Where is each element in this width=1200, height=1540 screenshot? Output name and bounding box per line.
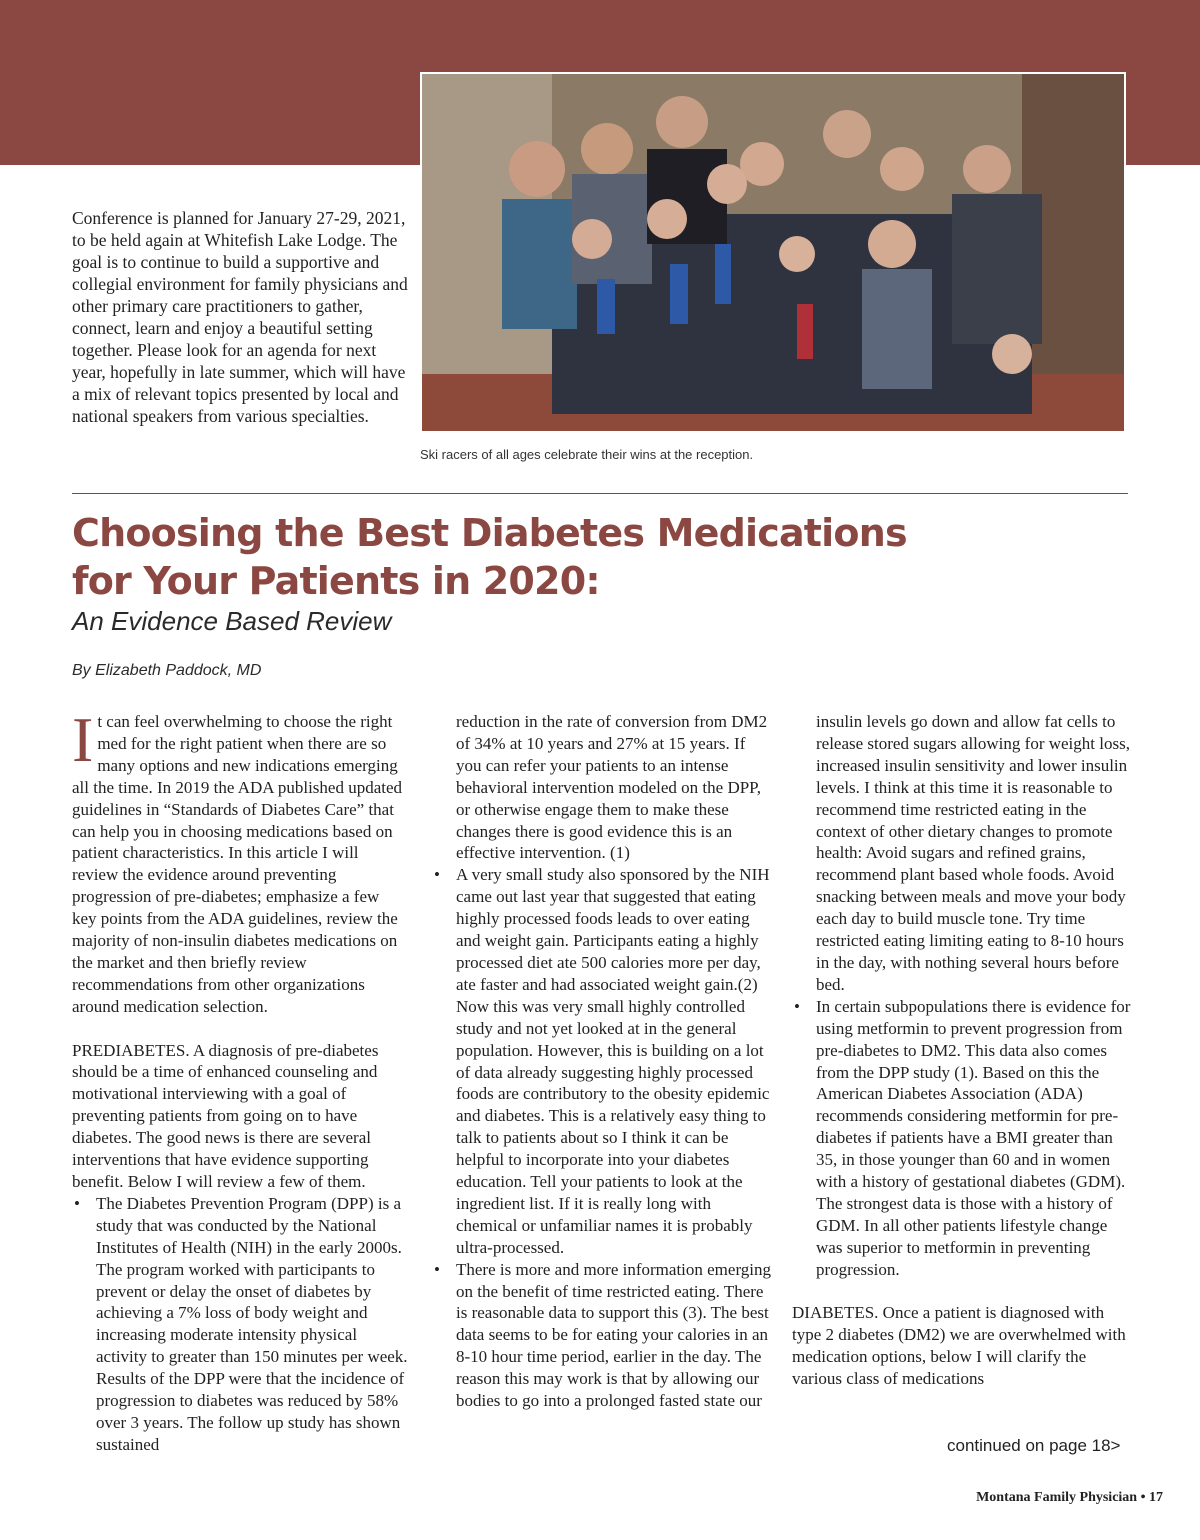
paragraph-diabetes: DIABETES. Once a patient is diagnosed with type 2 diabetes (DM2) we are overwhelmed with medication options, below I will clarify the various class of medications bbox=[792, 1303, 1126, 1389]
drop-cap: I bbox=[72, 704, 94, 775]
footer-separator: • bbox=[1140, 1490, 1146, 1505]
page-number: 17 bbox=[1149, 1490, 1163, 1505]
bullet-list bbox=[792, 996, 1132, 1281]
intro-paragraph: Conference is planned for January 27-29, 2021, to be held again at Whitefish Lake Lodge. The goal is to continue to build a supportive and collegial environment for family physicians and other primary care practitioners to gather, connect, learn and enjoy a beautiful setting together. Please look for an agenda for next year, hopefully in late summer, which will have a mix of relevant topics presented by local and national speakers from various specialties. bbox=[72, 208, 408, 426]
reception-photo bbox=[420, 72, 1126, 433]
article-subtitle: An Evidence Based Review bbox=[72, 606, 392, 636]
continued-link[interactable]: continued on page 18> bbox=[947, 1436, 1121, 1455]
paragraph-intro-text: t can feel overwhelming to choose the right med for the right patient when there are so many options and new indications emerging all the time. In 2019 the ADA published updated guidelines in “Standards of Diabetes Care” that can help you in choosing medications based on patient characteristics. In this article I will review the evidence around preventing progression of pre-diabetes; emphasize a few key points from the ADA guidelines, review the majority of non-insulin diabetes medications on the market and then briefly review recommendations from other organizations around medication selection. bbox=[72, 712, 403, 1016]
photo-caption: Ski racers of all ages celebrate their wins at the reception. bbox=[420, 447, 754, 462]
article-byline: By Elizabeth Paddock, MD bbox=[72, 662, 262, 679]
bullet-list bbox=[72, 1193, 408, 1456]
bullet-metformin: • In certain subpopulations there is evidence for using metformin to prevent progression from pre-diabetes to DM2. This data also comes from the DPP study (1). Based on this the American Diabetes Association (ADA) recommends considering metformin for pre-diabetes if patients have a BMI greater than 35, in those younger than 60 and in women with a history of gestational diabetes (GDM). The strongest data is those with a history of GDM. In all other patients lifestyle change was superior to metformin in preventing progression. bbox=[792, 996, 1132, 1281]
section-divider bbox=[72, 493, 1128, 494]
page-footer bbox=[976, 1490, 1163, 1506]
bullet-dpp: • The Diabetes Prevention Program (DPP) is a study that was conducted by the National Institutes of Health (NIH) in the early 2000s. The program worked with participants to prevent or delay the onset of diabetes by achieving a 7% loss of body weight and increasing moderate intensity physical activity to greater than 150 minutes per week. Results of the DPP were that the incidence of progression to diabetes was reduced by 58% over 3 years. The follow up study has shown sustained bbox=[72, 1193, 408, 1456]
bullet-list bbox=[432, 864, 772, 1412]
bullet-processed-foods: • A very small study also sponsored by the NIH came out last year that suggested that eating highly processed foods leads to over eating and weight gain. Participants eating a highly processed diet ate 500 calories more per day, ate faster and had associated weight gain.(2) Now this was very small highly controlled study and not yet looked at in the general population. However, this is building on a lot of data already suggesting highly processed foods are contributory to the obesity epidemic and diabetes. This is a relatively easy thing to talk to patients about so I think it can be helpful to incorporate into your diabetes education. Tell your patients to look at the ingredient list. If it is really long with chemical or unfamiliar names it is probably ultra-processed. bbox=[432, 864, 772, 1258]
article-title bbox=[72, 509, 1128, 605]
article-column-3 bbox=[792, 711, 1132, 1390]
publication-name: Montana Family Physician bbox=[976, 1490, 1138, 1505]
article-title-line-2: for Your Patients in 2020: bbox=[72, 559, 600, 603]
paragraph-dpp-continued: reduction in the rate of conversion from DM2 of 34% at 10 years and 27% at 15 years. If you can refer your patients to an intense behavioral intervention modeled on the DPP, or otherwise engage them to make these changes there is good evidence this is an effective intervention. (1) bbox=[456, 712, 768, 863]
photo-image bbox=[422, 74, 1124, 431]
paragraph-prediabetes: PREDIABETES. A diagnosis of pre-diabetes should be a time of enhanced counseling and motivational interviewing with a goal of preventing patients from going on to have diabetes. The good news is there are several interventions that have evidence supporting benefit. Below I will review a few of them. bbox=[72, 1040, 379, 1192]
article-title-line-1: Choosing the Best Diabetes Medications bbox=[72, 511, 907, 555]
article-column-2 bbox=[432, 711, 772, 1412]
bullet-time-restricted-eating: • There is more and more information emerging on the benefit of time restricted eating. There is reasonable data to support this (3). The best data seems to be for eating your calories in an 8-10 hour time period, earlier in the day. The reason this may work is that by allowing our bodies to go into a prolonged fasted state our bbox=[432, 1259, 772, 1412]
paragraph-eating-continued: insulin levels go down and allow fat cells to release stored sugars allowing for weight loss, increased insulin sensitivity and lower insulin levels. I think at this time it is reasonable to recommend time restricted eating in the context of other dietary changes to promote health: Avoid sugars and refined grains, recommend plant based whole foods. Avoid snacking between meals and move your body each day to build muscle tone. Try time restricted eating limiting eating to 8-10 hours in the day, with nothing several hours before bed. bbox=[816, 712, 1130, 994]
paragraph-intro bbox=[72, 704, 408, 1018]
article-column-1 bbox=[72, 704, 408, 1456]
